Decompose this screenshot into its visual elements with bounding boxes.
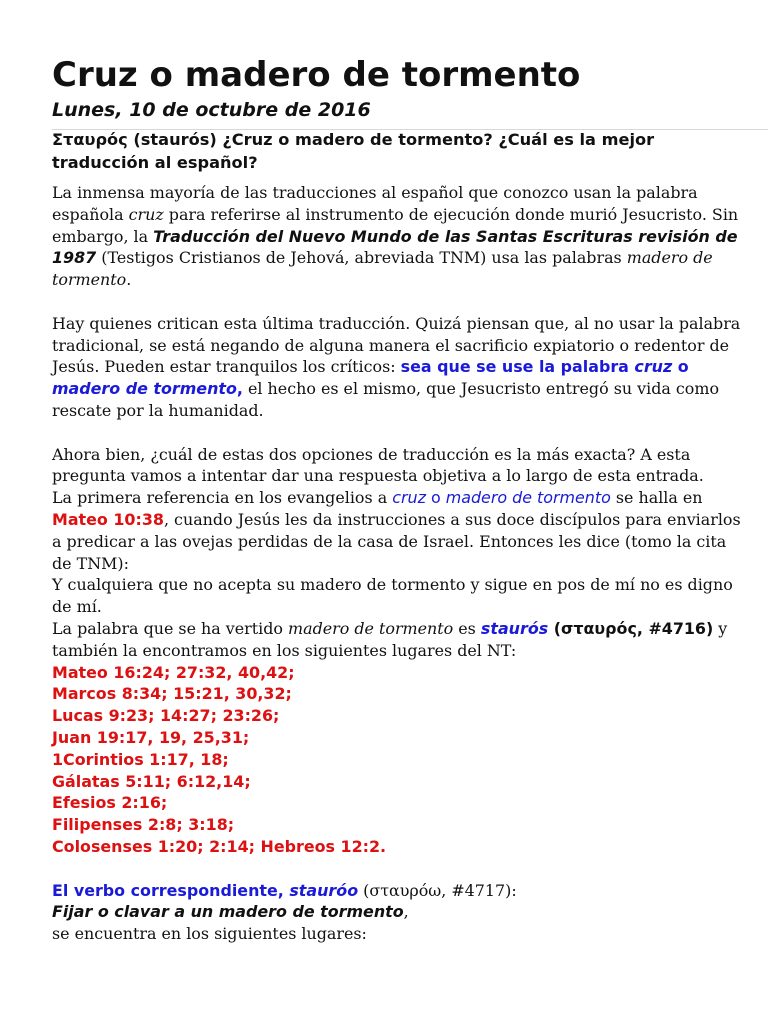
intro-madero: madero de tormento xyxy=(52,248,713,290)
reference-item: Efesios 2:16; xyxy=(52,793,168,813)
reference-item: Lucas 9:23; 14:27; 23:26; xyxy=(52,706,280,726)
firstref-text-a: La primera referencia en los evangelios a xyxy=(52,488,393,508)
critics-highlight-o: o xyxy=(672,357,689,377)
reference-item: Filipenses 2:8; 3:18; xyxy=(52,815,235,835)
firstref-text-g: , cuando Jesús les da instrucciones a sus doce discípulos para enviarlos a predicar a las ovejas perdidas de la casa de Israel. Entonces les dice (tomo la cita de TNM): xyxy=(52,509,741,573)
firstref-madero: madero de tormento xyxy=(445,488,611,508)
firstref-o: o xyxy=(425,488,446,508)
intro-text-c: para referirse al instrumento de ejecución donde murió Jesucristo. Sin embargo, la xyxy=(52,204,739,246)
paragraph-question: Ahora bien, ¿cuál de estas dos opciones de traducción es la más exacta? A esta pregunta vamos a intentar dar una respuesta objetiva a lo largo de esta entrada. xyxy=(52,444,704,486)
critics-highlight-a: sea que se use la palabra xyxy=(400,357,635,377)
paragraph-intro xyxy=(52,182,742,291)
critics-highlight-cruz: cruz xyxy=(634,357,673,377)
paragraph-first-reference xyxy=(52,487,742,574)
verb-label: El verbo correspondiente, xyxy=(52,880,290,900)
paragraph-gap xyxy=(52,291,742,313)
verb-word: stauróo xyxy=(289,880,359,900)
post-body xyxy=(52,182,742,945)
firstref-mateo: Mateo 10:38 xyxy=(52,509,164,529)
stauros-madero: madero de tormento xyxy=(288,618,454,638)
critics-text-g: el hecho es el mismo, que Jesucristo entregó su vida como rescate por la humanidad. xyxy=(52,379,720,420)
paragraph-places: se encuentra en los siguientes lugares: xyxy=(52,924,367,944)
intro-text-a: La inmensa mayoría de las traducciones al español que conozco usan la palabra española xyxy=(52,183,698,224)
critics-highlight-madero: madero de tormento xyxy=(52,379,237,399)
intro-text-e: (Testigos Cristianos de Jehová, abreviada TNM) usa las palabras xyxy=(96,248,627,268)
critics-highlight-comma: , xyxy=(236,379,243,399)
reference-item: 1Corintios 1:17, 18; xyxy=(52,749,229,769)
stauros-strongs: (σταυρός, #4716) xyxy=(548,618,714,638)
post-heading: Σταυρός (staurós) ¿Cruz o madero de tormento? ¿Cuál es la mejor traducción al español? xyxy=(52,130,655,172)
stauros-text-f: y también la encontramos en los siguientes lugares del NT: xyxy=(52,618,728,660)
post-title: Cruz o madero de tormento xyxy=(52,55,581,95)
stauros-word: staurós xyxy=(480,618,549,638)
reference-item: Marcos 8:34; 15:21, 30,32; xyxy=(52,684,292,704)
tnm-title: Traducción del Nuevo Mundo de las Santas Escrituras revisión de 1987 xyxy=(52,226,738,268)
stauros-text-a: La palabra que se ha vertido xyxy=(52,618,289,638)
reference-item: Colosenses 1:20; 2:14; Hebreos 12:2. xyxy=(52,836,387,856)
intro-word-cruz: cruz xyxy=(128,204,164,224)
firstref-text-e: se halla en xyxy=(610,488,703,508)
verb-greek: (σταυρόω, #4717): xyxy=(358,880,517,900)
reference-list xyxy=(52,662,742,858)
reference-item: Mateo 16:24; 27:32, 40,42; xyxy=(52,662,295,682)
intro-text-g: . xyxy=(126,270,132,290)
verb-definition-comma: , xyxy=(403,902,409,922)
reference-item: Gálatas 5:11; 6:12,14; xyxy=(52,771,251,791)
paragraph-critics xyxy=(52,313,742,422)
post-date: Lunes, 10 de octubre de 2016 xyxy=(52,99,371,121)
paragraph-verb-definition xyxy=(52,901,742,923)
paragraph-gap xyxy=(52,858,742,880)
critics-text-a: Hay quienes critican esta última traducción. Quizá piensan que, al no usar la palabra tradicional, se está negando de alguna manera el sacrificio expiatorio o redentor de Jesús. Pueden estar tranquilos los críticos: xyxy=(52,313,741,377)
reference-item: Juan 19:17, 19, 25,31; xyxy=(52,727,250,747)
paragraph-quote: Y cualquiera que no acepta su madero de tormento y sigue en pos de mí no es digno de mí. xyxy=(52,575,733,617)
verb-definition: Fijar o clavar a un madero de tormento xyxy=(52,902,404,922)
paragraph-stauros xyxy=(52,618,742,662)
stauros-text-c: es xyxy=(453,618,481,638)
paragraph-gap xyxy=(52,422,742,444)
firstref-cruz: cruz xyxy=(392,488,426,508)
paragraph-verb xyxy=(52,880,742,902)
